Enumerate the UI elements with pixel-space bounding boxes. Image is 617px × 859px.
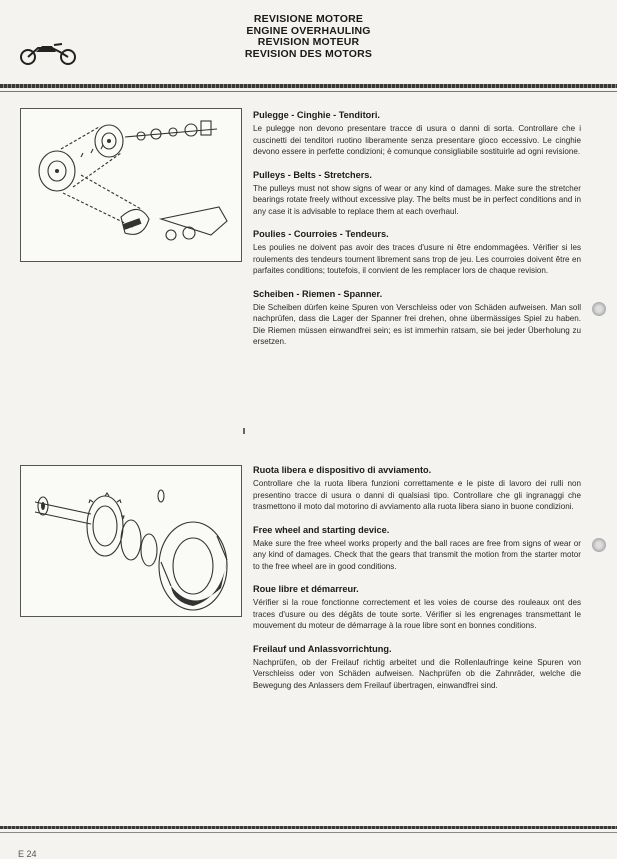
section-body: The pulleys must not show signs of wear or any kind of damages. Make sure the stretcher bearings rotate freely without excessive play. The belts must be in perfect conditions and in any case it is advisable to replace them at each overhaul. <box>253 183 581 216</box>
pulleys-belts-illustration <box>20 108 242 262</box>
punch-hole <box>592 302 606 316</box>
section-heading: Scheiben - Riemen - Spanner. <box>253 288 383 299</box>
punch-hole <box>592 538 606 552</box>
section-pulleys-de <box>253 288 581 348</box>
page-number: E 24 <box>18 849 37 859</box>
page-header <box>0 14 617 60</box>
bottom-rule-thin <box>0 832 617 833</box>
header-title-fr: REVISION MOTEUR <box>257 36 360 48</box>
section-freewheel-fr <box>253 583 581 632</box>
top-rule <box>0 84 617 88</box>
header-title-it: REVISIONE MOTORE <box>253 13 364 25</box>
section-pulleys-fr <box>253 228 581 277</box>
section-heading: Poulies - Courroies - Tendeurs. <box>253 229 389 239</box>
section-heading: Freilauf und Anlassvorrichtung. <box>253 643 392 654</box>
section-freewheel-en <box>253 524 581 573</box>
section-heading: Pulegge - Cinghie - Tenditori. <box>253 110 380 120</box>
section-pulleys-en <box>253 169 581 218</box>
section-heading: Ruota libera e dispositivo di avviamento. <box>253 465 432 475</box>
bottom-rule <box>0 826 617 829</box>
bottom-text-column <box>253 464 581 702</box>
section-body: Controllare che la ruota libera funzioni correttamente e le piste di lavoro dei rulli non presentino tracce di usura o danni di qualsiasi tipo. Controllare che gli ingranaggi che trasmettono il moto dal motorino di avviamento alla ruota libera siano in buone condizioni. <box>253 479 581 511</box>
section-heading: Free wheel and starting device. <box>253 524 390 535</box>
free-wheel-illustration <box>20 465 242 617</box>
section-heading: Roue libre et démarreur. <box>253 584 359 594</box>
header-title-en: ENGINE OVERHAULING <box>246 24 371 37</box>
section-pulleys-it <box>253 109 581 158</box>
section-body: Make sure the free wheel works properly and the ball races are free from signs of wear or any kind of damages. Check that the gears that transmit the motion from the starter motor to the free wheel are in good conditions. <box>253 538 581 571</box>
top-rule-thin <box>0 91 617 92</box>
section-body: Les poulies ne doivent pas avoir des traces d'usure ni être endommagées. Vérifier si les roulements des tendeurs tournent librement sans trop de jeu. Les courroies doivent être en parfaites conditions; toutefois, il convient de les remplacer lors de chaque revision. <box>253 243 581 275</box>
section-heading: Pulleys - Belts - Stretchers. <box>253 169 372 180</box>
header-title-de: REVISION DES MOTORS <box>244 47 373 60</box>
section-body: Le pulegge non devono presentare tracce di usura o danni di sorta. Controllare che i cuscinetti dei tenditori ruotino liberamente senza presentare gioco eccessivo. Le cinghie devono essere in perfette condizioni; è comunque consigliabile sostituirle ad ogni revisione. <box>253 124 581 156</box>
section-freewheel-de <box>253 643 581 692</box>
section-freewheel-it <box>253 464 581 513</box>
section-body: Die Scheiben dürfen keine Spuren von Verschleiss oder von Schäden aufweisen. Man soll nachprüfen, dass die Lager der Spanner frei drehen, ohne übermässiges Spiel zu haben. Die Riemen müssen einwandfrei sein; es ist immerhin ratsam, sie bei jeder Überholung zu ersetzen. <box>253 302 581 346</box>
top-text-column <box>253 109 581 359</box>
section-body: Nachprüfen, ob der Freilauf richtig arbeitet und die Rollenlaufringe keine Spuren von Verschleiss oder von Schäden aufweisen. Nachprüfen ob die Zahnräder, welche die Bewegung des Anlassers dem Freilauf übertragen, einwandfrei sind. <box>253 657 581 690</box>
section-body: Vérifier si la roue fonctionne correctement et les voies de course des rouleaux ont des traces d'usure ou des dégâts de toute sorte. Vérifier si les engrenages transmettant le mouvement du moteur de démarrage à la roue libre sont en bonnes conditions. <box>253 598 581 630</box>
stray-mark <box>243 428 245 434</box>
motorcycle-logo-icon <box>16 40 80 66</box>
